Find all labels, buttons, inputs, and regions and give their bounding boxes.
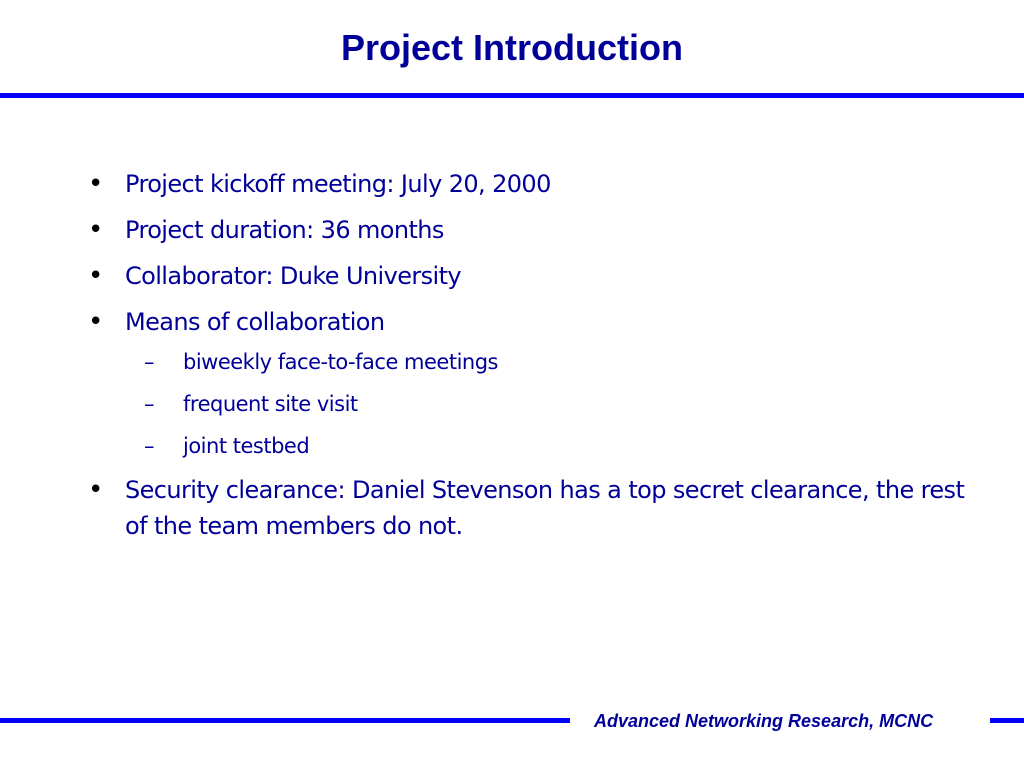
dash-icon: – xyxy=(144,434,154,458)
sub-bullet-testbed xyxy=(88,430,968,462)
footer-divider-right xyxy=(990,718,1024,723)
bullet-text: Security clearance: Daniel Stevenson has a top secret clearance, the rest of the team members do not. xyxy=(125,476,965,540)
bullet-icon: • xyxy=(88,215,103,245)
sub-bullet-list xyxy=(88,346,968,462)
sub-bullet-text: joint testbed xyxy=(183,434,310,458)
bullet-item-security xyxy=(88,472,968,544)
sub-bullet-site-visit xyxy=(88,388,968,420)
bullet-icon: • xyxy=(88,475,103,505)
sub-bullet-text: biweekly face-to-face meetings xyxy=(183,350,498,374)
bullet-icon: • xyxy=(88,307,103,337)
footer-organization: Advanced Networking Research, MCNC xyxy=(594,711,934,731)
bullet-text: Means of collaboration xyxy=(125,308,385,336)
bullet-text: Project kickoff meeting: July 20, 2000 xyxy=(125,170,551,198)
footer-divider-left xyxy=(0,718,570,723)
bullet-item-duration xyxy=(88,212,968,248)
bullet-item-kickoff xyxy=(88,166,968,202)
bullet-icon: • xyxy=(88,261,103,291)
bullet-text: Project duration: 36 months xyxy=(125,216,444,244)
dash-icon: – xyxy=(144,350,154,374)
bullet-item-collaborator xyxy=(88,258,968,294)
title-divider xyxy=(0,93,1024,98)
sub-bullet-text: frequent site visit xyxy=(183,392,358,416)
bullet-icon: • xyxy=(88,169,103,199)
slide-title: Project Introduction xyxy=(341,27,683,68)
dash-icon: – xyxy=(144,392,154,416)
bullet-list xyxy=(88,166,968,554)
bullet-text: Collaborator: Duke University xyxy=(125,262,462,290)
sub-bullet-meetings xyxy=(88,346,968,378)
bullet-item-means xyxy=(88,304,968,340)
